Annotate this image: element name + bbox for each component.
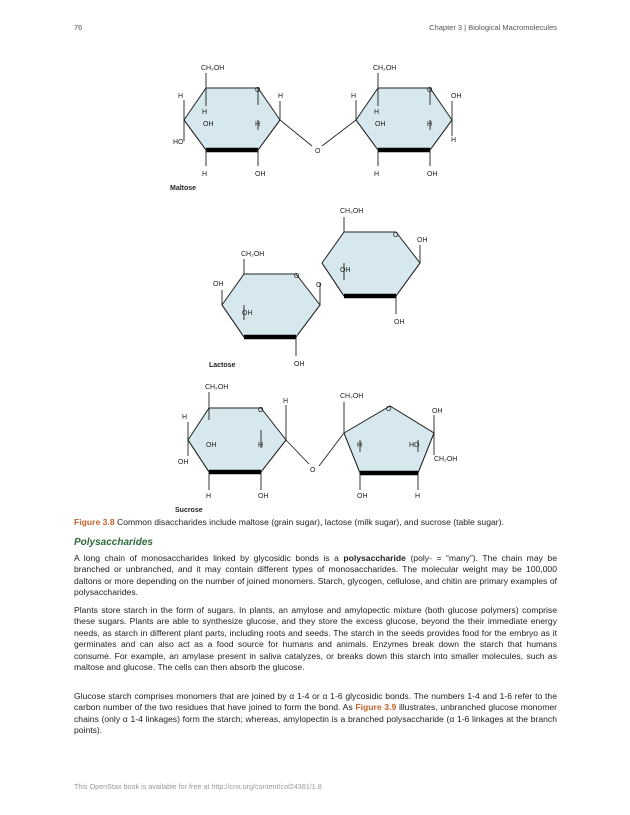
maltose-ring2-h-bottom: H [374, 171, 380, 178]
sucrose-ring1-oh-inner: OH [206, 442, 217, 449]
figure-caption [74, 516, 564, 528]
sucrose-label: Sucrose [175, 507, 203, 514]
maltose-ring1-o: O [255, 87, 261, 94]
lactose-ring1-ch2oh: CH₂OH [241, 251, 265, 258]
maltose-ring2-oh: OH [375, 121, 386, 128]
lactose-ring1-oh-inner: OH [242, 310, 253, 317]
paragraph-3-text-b: illustrates, unbranched glucose monomer chains (only α 1-4 linkages) form the starch; whereas, amylopectin is a branched polysaccharide (α 1-6 linkages at the branch points). [74, 702, 558, 736]
maltose-ring-2 [356, 88, 452, 150]
maltose-ring2-h-inner: H [374, 109, 380, 116]
lactose-ring2-oh-right: OH [417, 237, 428, 244]
sucrose-ring2-h-bottom: H [415, 493, 421, 500]
maltose-ring2-ch2oh: CH₂OH [373, 65, 397, 72]
figure-caption-label: Figure 3.8 [74, 517, 115, 527]
maltose-ring1-ch2oh: CH₂OH [201, 65, 225, 72]
chapter-header: Chapter 3 | Biological Macromolecules [429, 23, 557, 32]
sucrose-ring1-h-bottom: H [206, 493, 212, 500]
lactose-ring-1 [222, 274, 320, 337]
sucrose-ring1-oh-bottom: OH [258, 493, 269, 500]
figure-caption-text: Common disaccharides include maltose (grain sugar), lactose (milk sugar), and sucrose (table sugar). [114, 517, 504, 527]
maltose-ring1-h-right: H [278, 93, 284, 100]
paragraph-3-text-a: Glucose starch comprises monomers that are joined by α 1-4 or α 1-6 glycosidic bonds. The numbers 1-4 and 1-6 refer to the carbon number of the two residues that have joined to form the bond. As [74, 691, 557, 713]
section-title: Polysaccharides [74, 537, 153, 548]
sucrose-ring1-oh-left: OH [178, 459, 189, 466]
lactose-ring1-o: O [294, 273, 300, 280]
lactose-ring2-ch2oh: CH₂OH [340, 208, 364, 215]
sucrose-ring1-h-right: H [283, 398, 289, 405]
maltose-ring1-oh-bottom: OH [255, 171, 266, 178]
sucrose-ring2-h-inner: H [357, 442, 363, 449]
sucrose-structure [175, 384, 457, 514]
maltose-ring2-h-mid: H [427, 121, 433, 128]
sucrose-ring1-h-left: H [182, 414, 188, 421]
maltose-ring2-h: H [351, 93, 357, 100]
maltose-ring1-oh: OH [203, 121, 214, 128]
sucrose-ring2-ho-inner: HO [409, 442, 420, 449]
sucrose-ring2-ch2oh-top: CH₂OH [340, 393, 364, 400]
maltose-ring2-oh-bottom: OH [427, 171, 438, 178]
maltose-ring1-h: H [178, 93, 184, 100]
paragraph-1 [74, 553, 557, 599]
lactose-ring-2 [322, 232, 420, 296]
maltose-link-o: O [315, 148, 321, 155]
sucrose-ring1-h-mid: H [258, 442, 264, 449]
lactose-link-o: O [316, 282, 322, 289]
lactose-ring2-oh-bottom: OH [394, 319, 405, 326]
maltose-label: Maltose [170, 185, 197, 192]
maltose-ring2-oh-right: OH [451, 93, 462, 100]
paragraph-1-text-b: (poly- = “many”). The chain may be branched or unbranched, and it may contain different types of monosaccharides. The molecular weight may be 100,000 daltons or more depending on the number of joined monomers. Starch, glycogen, cellulose, and chitin are primary examples of polysaccharides. [74, 553, 557, 598]
sucrose-ring2-oh-right: OH [432, 408, 443, 415]
sucrose-ring2-o: O [386, 406, 392, 413]
maltose-ring1-h-mid: H [255, 121, 261, 128]
maltose-ring1-ho: HO [173, 139, 184, 146]
paragraph-1-text-a: A long chain of monosaccharides linked by glycosidic bonds is a [74, 553, 344, 563]
sucrose-ring1-ch2oh: CH₂OH [205, 384, 229, 391]
figure-3-9-link[interactable]: Figure 3.9 [355, 702, 397, 713]
sucrose-link-o: O [310, 467, 316, 474]
polysaccharide-term: polysaccharide [343, 553, 406, 563]
sucrose-ring1-o: O [258, 407, 264, 414]
maltose-ring1-h-inner: H [202, 109, 208, 116]
sucrose-ring2-ch2oh-right: CH₂OH [434, 456, 458, 463]
sucrose-ring2-oh-bottom: OH [357, 493, 368, 500]
lactose-ring2-o: O [393, 232, 399, 239]
lactose-label: Lactose [209, 362, 236, 369]
lactose-ring1-oh-left: OH [213, 281, 224, 288]
lactose-ring1-oh-bottom: OH [294, 361, 305, 368]
maltose-ring1-h-bottom: H [202, 171, 208, 178]
paragraph-2: Plants store starch in the form of sugars. In plants, an amylose and amylopectic mixture (both glucose polymers) comprise these sugars. Plants are able to synthesize glucose, and they store the excess glucose, beyond the their immediate energy needs, as starch in different plant parts, including roots and seeds. The starch in the seeds provides food for the embryo as it germinates and can also act as a food source for humans and animals. Enzymes break down the starch that humans consume. For example, an amylase present in saliva catalyzes, or breaks down this starch into smaller molecules, such as maltose and glucose. The cells can then absorb the glucose. [74, 605, 557, 673]
page-footer: This OpenStax book is available for free at http://cnx.org/content/col24361/1.8 [74, 782, 322, 791]
maltose-ring2-o: O [427, 87, 433, 94]
lactose-ring2-oh-inner: OH [340, 267, 351, 274]
page-number: 76 [74, 23, 83, 32]
maltose-ring-1 [184, 88, 280, 150]
maltose-structure [170, 65, 462, 192]
lactose-structure [209, 208, 428, 369]
maltose-ring2-h-right: H [451, 137, 457, 144]
sucrose-ring-2 [344, 406, 434, 473]
paragraph-3 [74, 691, 557, 737]
